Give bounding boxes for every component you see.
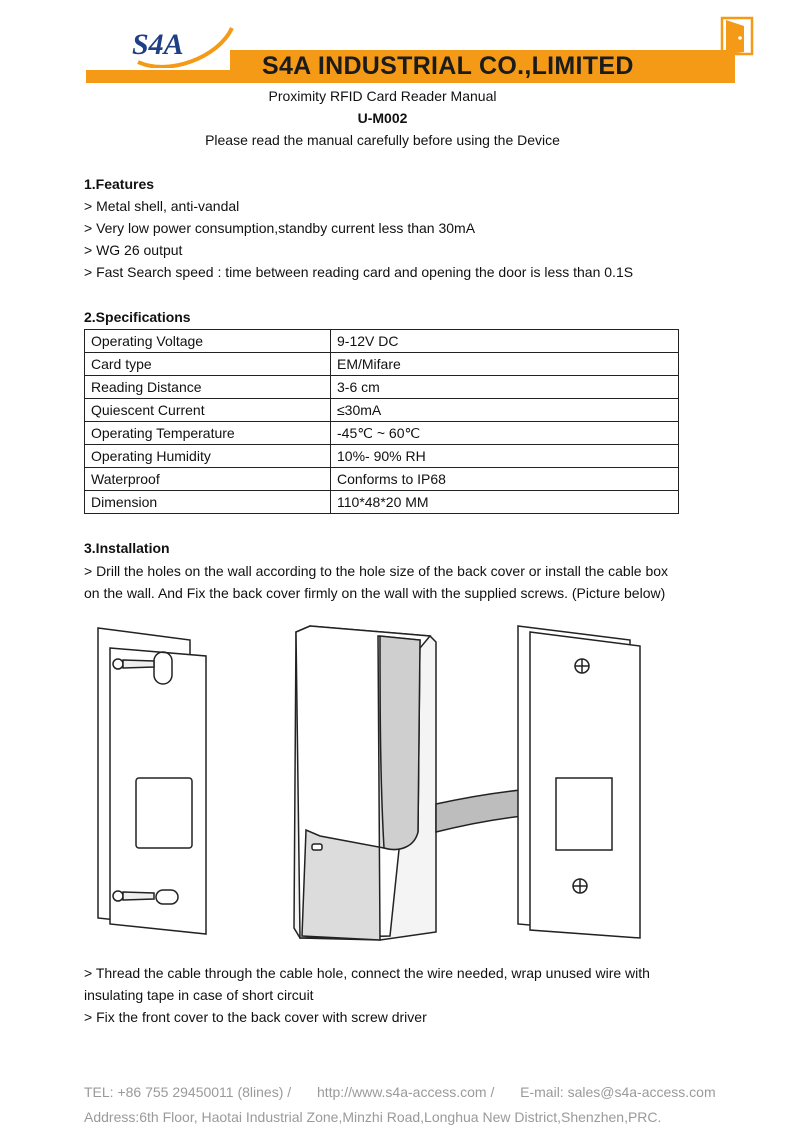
spec-value: Conforms to IP68 — [331, 468, 679, 491]
logo-text: S4A — [132, 28, 184, 61]
mounting-plate — [518, 626, 640, 938]
spec-value: 10%- 90% RH — [331, 445, 679, 468]
spec-label: Operating Humidity — [85, 445, 331, 468]
model-number: U-M002 — [357, 110, 408, 126]
table-row — [85, 491, 679, 514]
spec-value: 3-6 cm — [331, 376, 679, 399]
spec-value: EM/Mifare — [331, 353, 679, 376]
spec-value: ≤30mA — [331, 399, 679, 422]
table-row — [85, 330, 679, 353]
spec-label: Operating Voltage — [85, 330, 331, 353]
feature-item: > Very low power consumption,standby current less than 30mA — [84, 220, 476, 236]
spec-label: Waterproof — [85, 468, 331, 491]
door-icon — [720, 16, 756, 56]
spec-label: Quiescent Current — [85, 399, 331, 422]
spec-label: Dimension — [85, 491, 331, 514]
card-reader-device — [294, 626, 436, 940]
table-row — [85, 422, 679, 445]
installation-diagram — [80, 618, 690, 948]
feature-item: > WG 26 output — [84, 242, 183, 258]
table-row — [85, 468, 679, 491]
footer-email[interactable]: E-mail: sales@s4a-access.com — [520, 1084, 716, 1100]
specifications-table — [84, 329, 679, 514]
footer-tel: TEL: +86 755 29450011 (8lines) / — [84, 1084, 292, 1100]
feature-item: > Metal shell, anti-vandal — [84, 198, 240, 214]
spec-value: 9-12V DC — [331, 330, 679, 353]
spec-value: -45℃ ~ 60℃ — [331, 422, 679, 445]
header-accent-stripe — [86, 70, 246, 83]
installation-step-2: > Thread the cable through the cable hole, connect the wire needed, wrap unused wire with insulating tape in case of short circuit — [84, 965, 650, 1003]
spec-label: Reading Distance — [85, 376, 331, 399]
table-row — [85, 399, 679, 422]
installation-step-3: > Fix the front cover to the back cover with screw driver — [84, 1009, 427, 1025]
footer-contact — [84, 1084, 724, 1100]
spec-label: Operating Temperature — [85, 422, 331, 445]
footer-address: Address:6th Floor, Haotai Industrial Zone,Minzhi Road,Longhua New District,Shenzhen,PRC. — [84, 1109, 662, 1125]
page-header — [0, 0, 808, 86]
installation-step-1: > Drill the holes on the wall according to the hole size of the back cover or install the cable box on the wall. And Fix the back cover firmly on the wall with the supplied screws. (Picture below) — [84, 563, 669, 601]
footer-website[interactable]: http://www.s4a-access.com / — [316, 1084, 495, 1100]
spec-value: 110*48*20 MM — [331, 491, 679, 514]
read-notice: Please read the manual carefully before using the Device — [205, 132, 560, 148]
specifications-heading: 2.Specifications — [84, 309, 191, 325]
feature-item: > Fast Search speed : time between reading card and opening the door is less than 0.1S — [84, 264, 634, 280]
manual-title: Proximity RFID Card Reader Manual — [268, 88, 497, 104]
table-row — [85, 445, 679, 468]
company-name: S4A INDUSTRIAL CO.,LIMITED — [262, 52, 634, 80]
features-heading: 1.Features — [84, 176, 155, 192]
back-cover-with-screws — [98, 628, 206, 934]
installation-heading: 3.Installation — [84, 540, 170, 556]
table-row — [85, 376, 679, 399]
spec-label: Card type — [85, 353, 331, 376]
table-row — [85, 353, 679, 376]
company-logo — [128, 18, 238, 68]
